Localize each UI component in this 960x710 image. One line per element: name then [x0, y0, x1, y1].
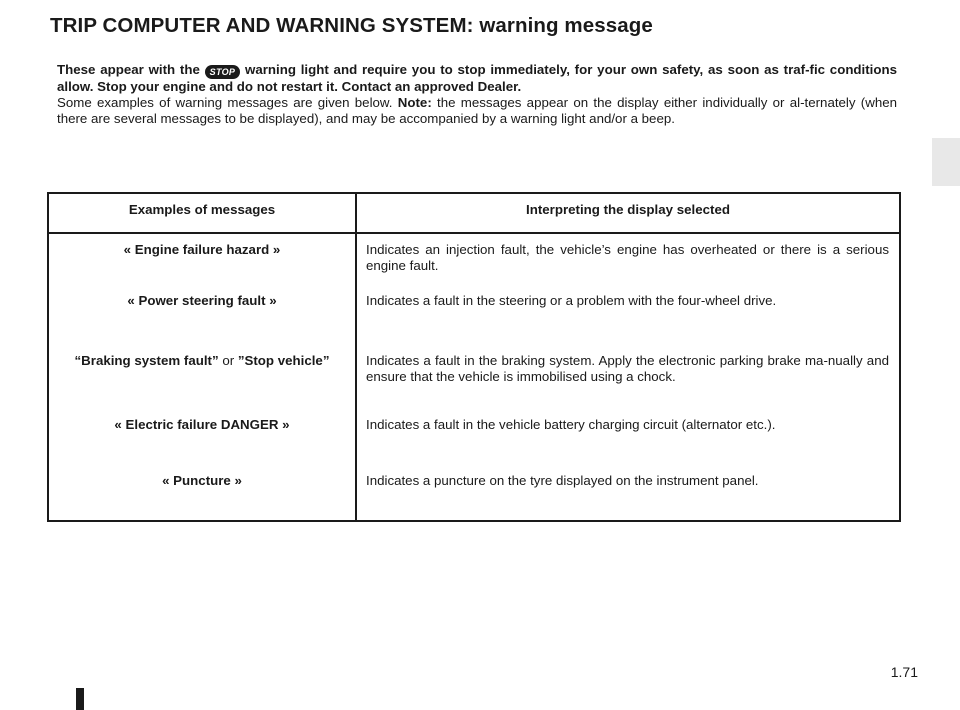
- note-label: Note:: [397, 95, 432, 110]
- table-row: [48, 293, 900, 353]
- table-row: [48, 353, 900, 417]
- message-cell: « Electric failure DANGER »: [48, 417, 356, 473]
- meaning-cell: Indicates a puncture on the tyre displayed on the instrument panel.: [366, 473, 759, 488]
- message-cell: « Engine failure hazard »: [48, 233, 356, 293]
- meaning-cell: Indicates an injection fault, the vehicle’s engine has overheated or there is a serious engine fault.: [366, 242, 889, 273]
- intro-examples-text: Some examples of warning messages are given below. Note: the messages appear on the display either individually or al-ternately (when there are several messages to be displayed), and may be accompanied by a warning light and/or a beep.: [57, 95, 898, 126]
- message-cell: « Puncture »: [48, 473, 356, 521]
- message-cell: “Braking system fault” or ”Stop vehicle”: [48, 353, 356, 417]
- message-cell: « Power steering fault »: [48, 293, 356, 353]
- table-row: [48, 417, 900, 473]
- meaning-cell: Indicates a fault in the vehicle battery charging circuit (alternator etc.).: [366, 417, 776, 432]
- page-corner-mark: [76, 688, 84, 710]
- table-header-row: [48, 193, 900, 233]
- column-header-interpretation: Interpreting the display selected: [356, 193, 900, 233]
- table-row: [48, 233, 900, 293]
- column-header-examples: Examples of messages: [48, 193, 356, 233]
- meaning-cell: Indicates a fault in the steering or a problem with the four-wheel drive.: [366, 293, 777, 308]
- intro-warning-text: These appear with the STOP warning light and require you to stop immediately, for your own safety, as soon as traf-fic conditions allow. Stop your engine and do not restart it. Contact an approved Dealer.: [57, 62, 898, 94]
- warning-messages-table: [47, 192, 901, 522]
- meaning-cell: Indicates a fault in the braking system. Apply the electronic parking brake ma-nually and ensure that the vehicle is immobilised using a chock.: [366, 353, 889, 384]
- page-title: TRIP COMPUTER AND WARNING SYSTEM: warning message: [50, 14, 653, 37]
- stop-warning-icon: STOP: [205, 65, 241, 79]
- intro-paragraph: [57, 62, 897, 127]
- table-row: [48, 473, 900, 521]
- section-tab: [932, 138, 960, 186]
- page-number: 1.71: [890, 664, 918, 680]
